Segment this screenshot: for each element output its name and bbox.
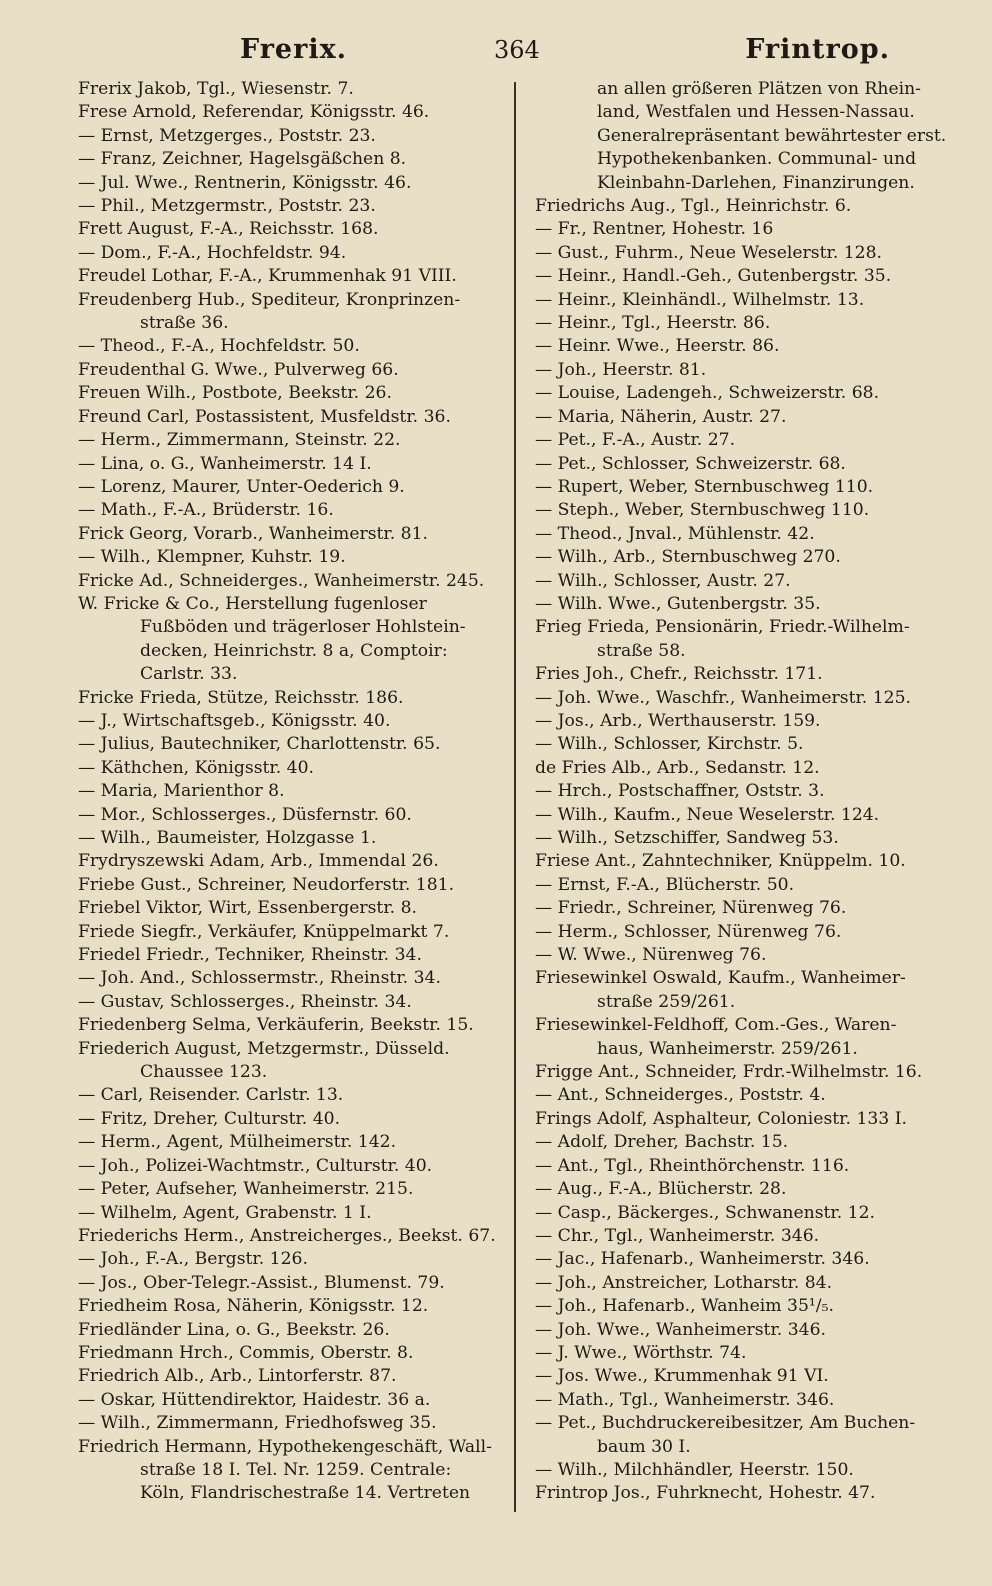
directory-entry: Frings Adolf, Asphalteur, Coloniestr. 133 I. (535, 1108, 907, 1129)
directory-entry: Frigge Ant., Schneider, Frdr.-Wilhelmstr. 16. (535, 1062, 923, 1083)
directory-entry: — Wilh., Schlosser, Austr. 27. (535, 570, 791, 591)
directory-entry: Friedrich Alb., Arb., Lintorferstr. 87. (78, 1366, 397, 1387)
right-column (535, 78, 955, 1506)
directory-entry: — Math., Tgl., Wanheimerstr. 346. (535, 1389, 835, 1410)
directory-entry: — Herm., Agent, Mülheimerstr. 142. (78, 1132, 397, 1153)
directory-entry: straße 58. (597, 640, 686, 661)
directory-entry: — Friedr., Schreiner, Nürenweg 76. (535, 898, 847, 919)
directory-entry: — Jul. Wwe., Rentnerin, Königsstr. 46. (78, 172, 412, 193)
directory-entry: Friebe Gust., Schreiner, Neudorferstr. 181. (78, 874, 455, 895)
directory-entry: Friedländer Lina, o. G., Beekstr. 26. (78, 1319, 390, 1340)
directory-entry: — Jos., Arb., Werthauserstr. 159. (535, 710, 821, 731)
directory-entry: Frieg Frieda, Pensionärin, Friedr.-Wilhelm- (535, 617, 910, 638)
column-divider (514, 82, 516, 1512)
directory-entry: Friederichs Herm., Anstreicherges., Beekst. 67. (78, 1225, 496, 1246)
directory-entry: — Oskar, Hüttendirektor, Haidestr. 36 a. (78, 1389, 431, 1410)
page-number: 364 (494, 36, 540, 64)
directory-entry: — Rupert, Weber, Sternbuschweg 110. (535, 476, 874, 497)
directory-entry: Friederich August, Metzgermstr., Düsseld. (78, 1038, 450, 1059)
directory-entry: Fries Joh., Chefr., Reichsstr. 171. (535, 664, 823, 685)
directory-entry: — Joh. Wwe., Wanheimerstr. 346. (535, 1319, 826, 1340)
directory-entry: — Math., F.-A., Brüderstr. 16. (78, 500, 334, 521)
directory-entry: — Casp., Bäckerges., Schwanenstr. 12. (535, 1202, 876, 1223)
directory-entry: decken, Heinrichstr. 8 a, Comptoir: (140, 640, 448, 661)
directory-entry: Frick Georg, Vorarb., Wanheimerstr. 81. (78, 523, 429, 544)
directory-entry: — Adolf, Dreher, Bachstr. 15. (535, 1132, 789, 1153)
directory-entry: — Wilhelm, Agent, Grabenstr. 1 I. (78, 1202, 372, 1223)
directory-entry: — Julius, Bautechniker, Charlottenstr. 65. (78, 734, 441, 755)
directory-entry: — Gust., Fuhrm., Neue Weselerstr. 128. (535, 242, 883, 263)
directory-entry: — Wilh., Kaufm., Neue Weselerstr. 124. (535, 804, 880, 825)
directory-entry: — Gustav, Schlosserges., Rheinstr. 34. (78, 991, 412, 1012)
directory-entry: — Herm., Zimmermann, Steinstr. 22. (78, 430, 401, 451)
directory-entry: — Ernst, F.-A., Blücherstr. 50. (535, 874, 795, 895)
directory-entry: Fricke Frieda, Stütze, Reichsstr. 186. (78, 687, 404, 708)
directory-entry: — Herm., Schlosser, Nürenweg 76. (535, 921, 842, 942)
directory-entry: Friedrichs Aug., Tgl., Heinrichstr. 6. (535, 196, 852, 217)
directory-entry: — Mor., Schlosserges., Düsfernstr. 60. (78, 804, 412, 825)
directory-entry: — Käthchen, Königsstr. 40. (78, 757, 315, 778)
directory-entry: de Fries Alb., Arb., Sedanstr. 12. (535, 757, 820, 778)
header-left-catchword: Frerix. (240, 34, 348, 65)
directory-entry: — Heinr. Wwe., Heerstr. 86. (535, 336, 780, 357)
directory-entry: — Aug., F.-A., Blücherstr. 28. (535, 1179, 787, 1200)
directory-entry: — Lina, o. G., Wanheimerstr. 14 I. (78, 453, 372, 474)
directory-entry: — Wilh., Milchhändler, Heerstr. 150. (535, 1459, 854, 1480)
directory-entry: Freuen Wilh., Postbote, Beekstr. 26. (78, 383, 392, 404)
directory-entry: — Louise, Ladengeh., Schweizerstr. 68. (535, 383, 880, 404)
directory-entry: straße 36. (140, 313, 229, 334)
directory-entry: — Steph., Weber, Sternbuschweg 110. (535, 500, 870, 521)
directory-entry: W. Fricke & Co., Herstellung fugenloser (78, 593, 427, 614)
directory-entry: — Wilh., Arb., Sternbuschweg 270. (535, 547, 841, 568)
directory-entry: — Pet., F.-A., Austr. 27. (535, 430, 736, 451)
directory-entry: Friedheim Rosa, Näherin, Königsstr. 12. (78, 1296, 429, 1317)
directory-entry: — Heinr., Handl.-Geh., Gutenbergstr. 35. (535, 266, 892, 287)
directory-entry: Generalrepräsentant bewährtester erst. (597, 125, 947, 146)
directory-entry: Frese Arnold, Referendar, Königsstr. 46. (78, 102, 430, 123)
directory-entry: — Ernst, Metzgerges., Poststr. 23. (78, 125, 376, 146)
directory-entry: — Fr., Rentner, Hohestr. 16 (535, 219, 774, 240)
directory-entry: — W. Wwe., Nürenweg 76. (535, 945, 767, 966)
directory-entry: — Wilh. Wwe., Gutenbergstr. 35. (535, 593, 821, 614)
directory-entry: Frintrop Jos., Fuhrknecht, Hohestr. 47. (535, 1483, 876, 1504)
directory-entry: Friedrich Hermann, Hypothekengeschäft, Wall- (78, 1436, 492, 1457)
directory-entry: — Joh., F.-A., Bergstr. 126. (78, 1249, 308, 1270)
directory-entry: — Maria, Marienthor 8. (78, 781, 285, 802)
directory-entry: — Heinr., Tgl., Heerstr. 86. (535, 313, 771, 334)
directory-entry: Chaussee 123. (140, 1062, 268, 1083)
directory-entry: Hypothekenbanken. Communal- und (597, 149, 917, 170)
directory-entry: — Joh. Wwe., Waschfr., Wanheimerstr. 125. (535, 687, 911, 708)
directory-entry: Frett August, F.-A., Reichsstr. 168. (78, 219, 379, 240)
directory-entry: land, Westfalen und Hessen-Nassau. (597, 102, 915, 123)
directory-entry: — J. Wwe., Wörthstr. 74. (535, 1342, 747, 1363)
directory-entry: — Ant., Schneiderges., Poststr. 4. (535, 1085, 826, 1106)
directory-entry: — Carl, Reisender. Carlstr. 13. (78, 1085, 344, 1106)
directory-entry: Friedel Friedr., Techniker, Rheinstr. 34. (78, 945, 422, 966)
directory-entry: — Joh., Anstreicher, Lotharstr. 84. (535, 1272, 833, 1293)
page-header (78, 26, 962, 78)
directory-entry: — J., Wirtschaftsgeb., Königsstr. 40. (78, 710, 391, 731)
directory-entry: — Joh., Hafenarb., Wanheim 35¹/₅. (535, 1296, 834, 1317)
directory-entry: baum 30 I. (597, 1436, 691, 1457)
directory-entry: — Wilh., Setzschiffer, Sandweg 53. (535, 828, 839, 848)
directory-entry: haus, Wanheimerstr. 259/261. (597, 1038, 858, 1059)
directory-entry: — Ant., Tgl., Rheinthörchenstr. 116. (535, 1155, 850, 1176)
directory-entry: — Pet., Schlosser, Schweizerstr. 68. (535, 453, 846, 474)
directory-entry: — Wilh., Zimmermann, Friedhofsweg 35. (78, 1413, 437, 1434)
directory-entry: Freund Carl, Postassistent, Musfeldstr. 36. (78, 406, 451, 427)
directory-entry: Carlstr. 33. (140, 664, 238, 685)
directory-entry: — Heinr., Kleinhändl., Wilhelmstr. 13. (535, 289, 865, 310)
directory-entry: Friesewinkel Oswald, Kaufm., Wanheimer- (535, 968, 906, 989)
directory-entry: — Wilh., Baumeister, Holzgasse 1. (78, 828, 377, 848)
directory-entry: Fricke Ad., Schneiderges., Wanheimerstr. 245. (78, 570, 485, 591)
directory-entry: Frydryszewski Adam, Arb., Immendal 26. (78, 851, 439, 872)
directory-entry: — Chr., Tgl., Wanheimerstr. 346. (535, 1225, 820, 1246)
directory-entry: — Pet., Buchdruckereibesitzer, Am Buchen- (535, 1413, 916, 1434)
directory-entry: straße 259/261. (597, 991, 736, 1012)
directory-entry: — Theod., Jnval., Mühlenstr. 42. (535, 523, 815, 544)
directory-entry: Freudel Lothar, F.-A., Krummenhak 91 VIII. (78, 266, 457, 287)
directory-entry: Köln, Flandrischestraße 14. Vertreten (140, 1483, 471, 1504)
directory-entry: straße 18 I. Tel. Nr. 1259. Centrale: (140, 1459, 452, 1480)
directory-entry: Kleinbahn-Darlehen, Finanzirungen. (597, 172, 915, 193)
directory-entry: Frerix Jakob, Tgl., Wiesenstr. 7. (78, 79, 354, 99)
directory-entry: — Dom., F.-A., Hochfeldstr. 94. (78, 242, 347, 263)
directory-entry: Freudenberg Hub., Spediteur, Kronprinzen- (78, 289, 461, 310)
directory-entry: Friedmann Hrch., Commis, Oberstr. 8. (78, 1342, 414, 1363)
directory-entry: — Joh., Polizei-Wachtmstr., Culturstr. 40. (78, 1155, 433, 1176)
directory-entry: Friede Siegfr., Verkäufer, Knüppelmarkt 7. (78, 921, 450, 942)
directory-entry: Fußböden und trägerloser Hohlstein- (140, 617, 466, 638)
directory-entry: — Peter, Aufseher, Wanheimerstr. 215. (78, 1179, 414, 1200)
directory-entry: — Lorenz, Maurer, Unter-Oederich 9. (78, 476, 405, 497)
directory-entry: — Theod., F.-A., Hochfeldstr. 50. (78, 336, 360, 357)
directory-entry: an allen größeren Plätzen von Rhein- (597, 79, 921, 99)
directory-entry: — Wilh., Schlosser, Kirchstr. 5. (535, 734, 804, 755)
directory-entry: — Jos. Wwe., Krummenhak 91 VI. (535, 1366, 829, 1387)
columns (78, 78, 962, 1506)
left-column (78, 78, 498, 1506)
directory-entry: — Fritz, Dreher, Culturstr. 40. (78, 1108, 341, 1129)
directory-entry: — Phil., Metzgermstr., Poststr. 23. (78, 196, 376, 217)
directory-entry: Friese Ant., Zahntechniker, Knüppelm. 10. (535, 851, 906, 872)
directory-entry: Friebel Viktor, Wirt, Essenbergerstr. 8. (78, 898, 417, 919)
directory-entry: Freudenthal G. Wwe., Pulverweg 66. (78, 359, 399, 380)
directory-entry: Friedenberg Selma, Verkäuferin, Beekstr. 15. (78, 1015, 474, 1036)
directory-entry: — Joh., Heerstr. 81. (535, 359, 707, 380)
directory-entry: — Jac., Hafenarb., Wanheimerstr. 346. (535, 1249, 870, 1270)
directory-entry: — Hrch., Postschaffner, Oststr. 3. (535, 781, 825, 802)
directory-entry: Friesewinkel-Feldhoff, Com.-Ges., Waren- (535, 1015, 897, 1036)
directory-entry: — Franz, Zeichner, Hagelsgäßchen 8. (78, 149, 407, 170)
directory-entry: — Wilh., Klempner, Kuhstr. 19. (78, 547, 346, 568)
directory-entry: — Jos., Ober-Telegr.-Assist., Blumenst. 79. (78, 1272, 445, 1293)
directory-entry: — Maria, Näherin, Austr. 27. (535, 406, 787, 427)
header-right-catchword: Frintrop. (745, 34, 890, 65)
directory-entry: — Joh. And., Schlossermstr., Rheinstr. 34. (78, 968, 441, 989)
